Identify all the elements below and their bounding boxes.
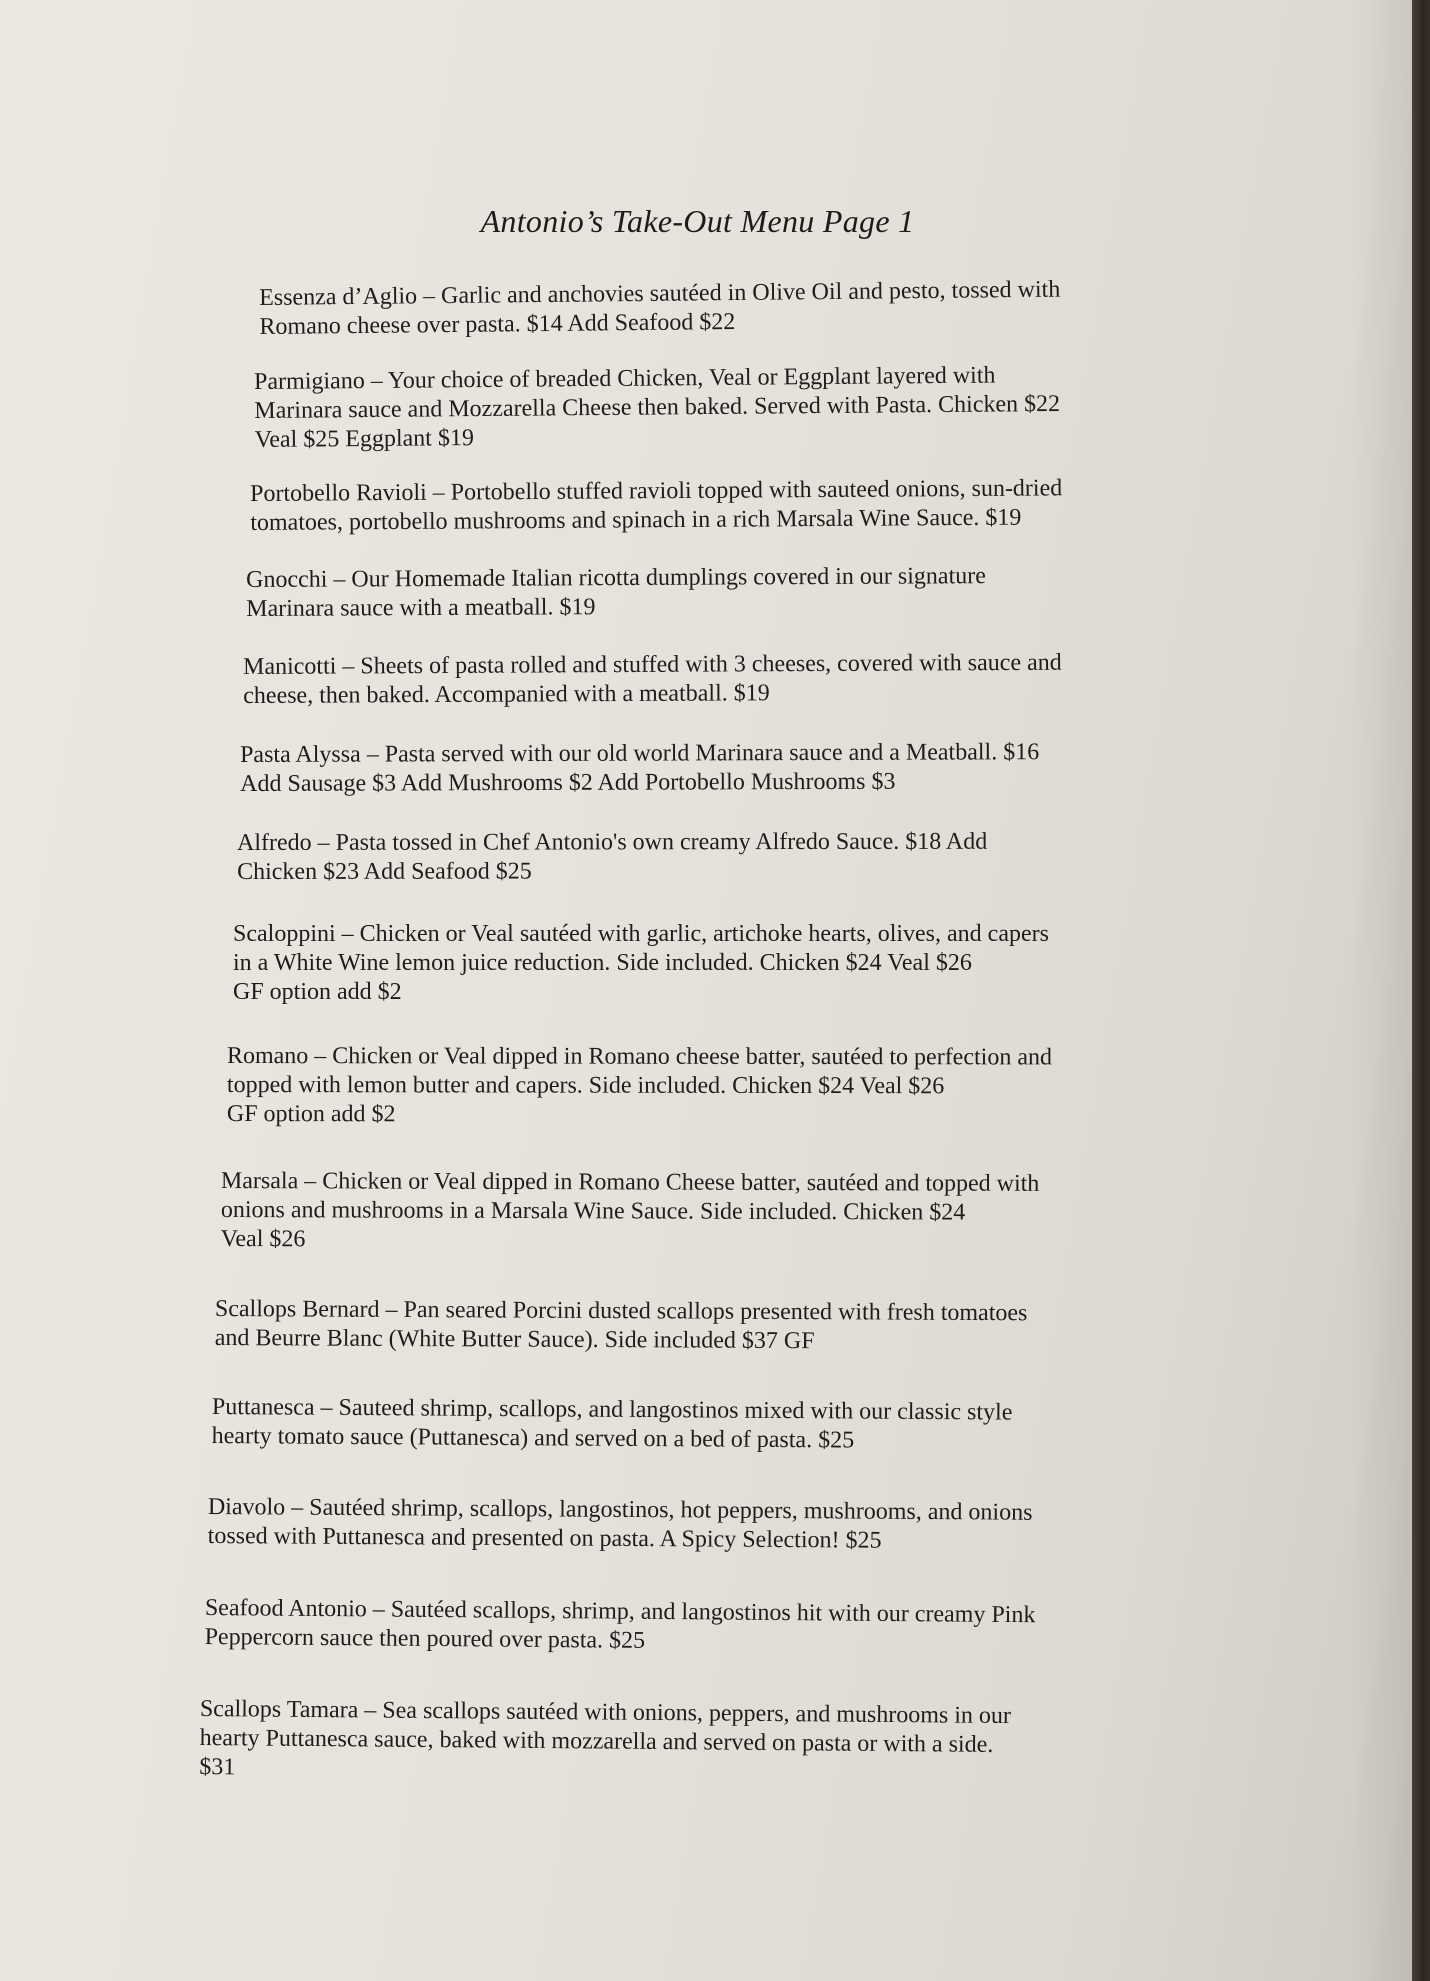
menu-item-essenza — [259, 276, 1061, 342]
menu-item-line: Chicken $23 Add Seafood $25 — [237, 858, 532, 885]
menu-item-portobello-ravioli — [250, 474, 1063, 538]
menu-item-line: Marinara sauce and Mozzarella Cheese then baked. Served with Pasta. Chicken $22 — [254, 390, 1061, 424]
menu-title: Antonio’s Take-Out Menu Page 1 — [480, 203, 915, 239]
menu-item-scallops-bernard — [215, 1295, 1028, 1357]
menu-item-line: Romano – Chicken or Veal dipped in Romano cheese batter, sautéed to perfection and — [226, 1043, 1053, 1071]
menu-item-romano — [227, 1042, 1052, 1130]
menu-item-line: Alfredo – Pasta tossed in Chef Antonio's own creamy Alfredo Sauce. $18 Add — [237, 828, 988, 856]
menu-item-line: and Beurre Blanc (White Butter Sauce). Side included $37 GF — [214, 1324, 815, 1355]
menu-item-line: Romano cheese over pasta. $14 Add Seafood $22 — [259, 309, 736, 340]
menu-item-diavolo — [208, 1493, 1033, 1557]
menu-item-line: tomatoes, portobello mushrooms and spinach in a rich Marsala Wine Sauce. $19 — [250, 504, 1022, 536]
menu-item-line: cheese, then baked. Accompanied with a meatball. $19 — [243, 680, 770, 709]
menu-item-line: GF option add $2 — [226, 1100, 396, 1128]
menu-item-scaloppini — [233, 920, 1049, 1007]
menu-item-seafood-antonio — [204, 1594, 1035, 1659]
menu-item-line: Scaloppini – Chicken or Veal sautéed with garlic, artichoke hearts, olives, and capers — [233, 921, 1049, 947]
menu-item-line: Add Sausage $3 Add Mushrooms $2 Add Portobello Mushrooms $3 — [240, 768, 896, 797]
menu-item-puttanesca — [212, 1393, 1013, 1457]
menu-item-line: Essenza d’Aglio – Garlic and anchovies sautéed in Olive Oil and pesto, tossed with — [259, 276, 1061, 311]
menu-item-line: topped with lemon butter and capers. Side included. Chicken $24 Veal $26 — [226, 1072, 945, 1100]
menu-item-line: hearty Puttanesca sauce, baked with mozzarella and served on pasta or with a side. — [199, 1724, 994, 1758]
menu-item-line: Gnocchi – Our Homemade Italian ricotta dumplings covered in our signature — [246, 563, 986, 593]
page-shadow — [1350, 0, 1412, 1981]
menu-item-marsala — [221, 1167, 1040, 1257]
menu-item-line: Diavolo – Sautéed shrimp, scallops, langostinos, hot peppers, mushrooms, and onions — [207, 1494, 1033, 1526]
menu-item-gnocchi — [246, 562, 986, 624]
menu-item-parmigiano — [254, 361, 1060, 455]
menu-item-line: onions and mushrooms in a Marsala Wine Sauce. Side included. Chicken $24 — [220, 1196, 966, 1226]
menu-item-line: Marinara sauce with a meatball. $19 — [246, 594, 596, 622]
menu-item-line: Veal $25 Eggplant $19 — [254, 425, 475, 453]
menu-item-line: Marsala – Chicken or Veal dipped in Romano Cheese batter, sautéed and topped with — [220, 1168, 1040, 1197]
menu-item-line: Veal $26 — [220, 1225, 306, 1253]
menu-item-line: $31 — [199, 1753, 236, 1781]
menu-item-line: Manicotti – Sheets of pasta rolled and stuffed with 3 cheeses, covered with sauce and — [243, 649, 1062, 680]
menu-item-line: Portobello Ravioli – Portobello stuffed ravioli topped with sauteed onions, sun-dried — [250, 475, 1063, 507]
menu-item-line: Peppercorn sauce then poured over pasta. $25 — [204, 1623, 646, 1654]
menu-item-line: Seafood Antonio – Sautéed scallops, shrimp, and langostinos hit with our creamy Pink — [204, 1595, 1036, 1629]
menu-item-scallops-tamara — [199, 1695, 1011, 1789]
menu-item-line: Scallops Bernard – Pan seared Porcini dusted scallops presented with fresh tomatoes — [214, 1296, 1028, 1327]
menu-item-line: tossed with Puttanesca and presented on pasta. A Spicy Selection! $25 — [207, 1522, 882, 1554]
menu-item-manicotti — [243, 649, 1062, 711]
menu-item-alfredo — [237, 828, 987, 887]
menu-item-line: Scallops Tamara – Sea scallops sautéed with onions, peppers, and mushrooms in our — [199, 1696, 1012, 1730]
menu-item-line: in a White Wine lemon juice reduction. Side included. Chicken $24 Veal $26 — [233, 950, 972, 976]
menu-item-line: hearty tomato sauce (Puttanesca) and served on a bed of pasta. $25 — [211, 1422, 855, 1454]
menu-item-pasta-alyssa — [240, 738, 1039, 799]
menu-item-line: Puttanesca – Sauteed shrimp, scallops, and langostinos mixed with our classic style — [211, 1394, 1013, 1426]
menu-item-line: GF option add $2 — [233, 979, 402, 1005]
menu-item-line: Parmigiano – Your choice of breaded Chicken, Veal or Eggplant layered with — [254, 362, 996, 395]
page-edge-background — [1412, 0, 1430, 1981]
menu-item-line: Pasta Alyssa – Pasta served with our old world Marinara sauce and a Meatball. $16 — [240, 739, 1040, 768]
